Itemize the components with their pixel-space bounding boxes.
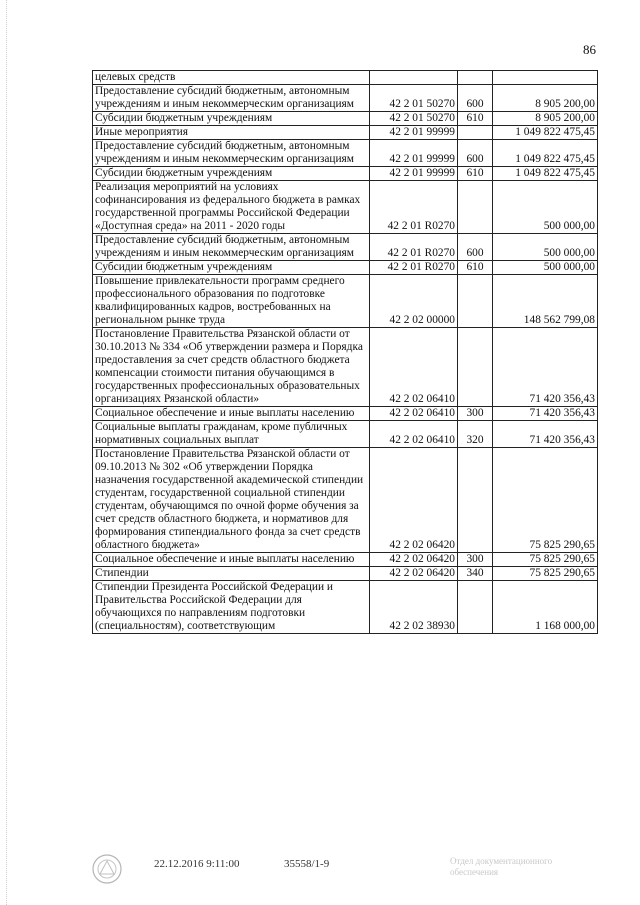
row-code-cell: 42 2 01 99999: [370, 167, 458, 181]
row-type-cell: 610: [458, 112, 493, 126]
row-sum-cell: 8 905 200,00: [493, 112, 598, 126]
row-type-cell: 300: [458, 407, 493, 421]
row-code-cell: 42 2 01 R0270: [370, 234, 458, 261]
row-sum-cell: 71 420 356,43: [493, 421, 598, 448]
row-type-cell: [458, 71, 493, 85]
row-name-cell: Субсидии бюджетным учреждениям: [93, 261, 370, 275]
row-sum-cell: 8 905 200,00: [493, 85, 598, 112]
table-row: [93, 181, 598, 234]
watermark-line-1: Отдел документационного: [450, 856, 553, 866]
table-row: [93, 85, 598, 112]
row-type-cell: 610: [458, 261, 493, 275]
row-type-cell: 340: [458, 567, 493, 581]
table-row: [93, 234, 598, 261]
row-name-cell: Реализация мероприятий на условиях софинансирования из федерального бюджета в рамках государственной программы Российской Федерации «Доступная среда» на 2011 - 2020 годы: [93, 181, 370, 234]
table-row: [93, 261, 598, 275]
row-type-cell: 300: [458, 553, 493, 567]
row-name-cell: Субсидии бюджетным учреждениям: [93, 167, 370, 181]
table-row: [93, 71, 598, 85]
row-sum-cell: 75 825 290,65: [493, 553, 598, 567]
row-code-cell: 42 2 02 06420: [370, 553, 458, 567]
table-row: [93, 448, 598, 553]
row-sum-cell: 1 168 000,00: [493, 581, 598, 634]
row-name-cell: Стипендии Президента Российской Федерации и Правительства Российской Федерации для обучающихся по направлениям подготовки (специальностям), соответствующим: [93, 581, 370, 634]
seal-stamp-icon: [90, 852, 124, 886]
table-row: [93, 275, 598, 328]
row-code-cell: 42 2 02 06410: [370, 328, 458, 407]
page-edge-dots: [6, 0, 9, 905]
row-code-cell: 42 2 01 R0270: [370, 261, 458, 275]
row-code-cell: 42 2 01 99999: [370, 126, 458, 140]
row-sum-cell: [493, 71, 598, 85]
row-name-cell: Социальные выплаты гражданам, кроме публичных нормативных социальных выплат: [93, 421, 370, 448]
row-type-cell: [458, 126, 493, 140]
row-sum-cell: 500 000,00: [493, 234, 598, 261]
row-name-cell: Стипендии: [93, 567, 370, 581]
row-sum-cell: 75 825 290,65: [493, 448, 598, 553]
watermark: [450, 856, 552, 878]
row-type-cell: [458, 581, 493, 634]
budget-table-body: [93, 71, 598, 634]
row-sum-cell: 1 049 822 475,45: [493, 167, 598, 181]
row-type-cell: [458, 181, 493, 234]
table-row: [93, 328, 598, 407]
row-name-cell: Социальное обеспечение и иные выплаты населению: [93, 407, 370, 421]
row-name-cell: Социальное обеспечение и иные выплаты населению: [93, 553, 370, 567]
row-code-cell: 42 2 02 06420: [370, 567, 458, 581]
row-type-cell: 600: [458, 140, 493, 167]
table-row: [93, 112, 598, 126]
row-name-cell: Предоставление субсидий бюджетным, автономным учреждениям и иным некоммерческим организациям: [93, 140, 370, 167]
row-sum-cell: 1 049 822 475,45: [493, 140, 598, 167]
row-sum-cell: 1 049 822 475,45: [493, 126, 598, 140]
table-row: [93, 567, 598, 581]
row-name-cell: Субсидии бюджетным учреждениям: [93, 112, 370, 126]
row-name-cell: Предоставление субсидий бюджетным, автономным учреждениям и иным некоммерческим организациям: [93, 234, 370, 261]
row-sum-cell: 500 000,00: [493, 261, 598, 275]
table-row: [93, 421, 598, 448]
row-name-cell: Постановление Правительства Рязанской области от 30.10.2013 № 334 «Об утверждении размера и Порядка предоставления за счет средств областного бюджета компенсации стоимости питания обучающимся в государственных профессиональных образовательных организациях Рязанской области»: [93, 328, 370, 407]
row-name-cell: Предоставление субсидий бюджетным, автономным учреждениям и иным некоммерческим организациям: [93, 85, 370, 112]
footer-date: 22.12.2016 9:11:00: [154, 858, 240, 870]
row-code-cell: 42 2 02 06420: [370, 448, 458, 553]
watermark-line-2: обеспечения: [450, 867, 499, 877]
row-type-cell: 600: [458, 85, 493, 112]
budget-table: [92, 70, 598, 634]
row-type-cell: [458, 328, 493, 407]
row-code-cell: 42 2 01 R0270: [370, 181, 458, 234]
row-code-cell: 42 2 02 06410: [370, 421, 458, 448]
row-type-cell: [458, 275, 493, 328]
row-sum-cell: 500 000,00: [493, 181, 598, 234]
row-name-cell: целевых средств: [93, 71, 370, 85]
page-number: 86: [583, 42, 596, 57]
row-sum-cell: 148 562 799,08: [493, 275, 598, 328]
row-name-cell: Иные мероприятия: [93, 126, 370, 140]
row-code-cell: 42 2 02 00000: [370, 275, 458, 328]
row-code-cell: 42 2 01 50270: [370, 112, 458, 126]
row-code-cell: 42 2 02 06410: [370, 407, 458, 421]
row-code-cell: 42 2 01 99999: [370, 140, 458, 167]
table-row: [93, 407, 598, 421]
row-type-cell: 320: [458, 421, 493, 448]
row-name-cell: Повышение привлекательности программ среднего профессионального образования по подготовке квалифицированных кадров, востребованных на региональном рынке труда: [93, 275, 370, 328]
row-sum-cell: 71 420 356,43: [493, 328, 598, 407]
table-row: [93, 126, 598, 140]
row-code-cell: [370, 71, 458, 85]
row-name-cell: Постановление Правительства Рязанской области от 09.10.2013 № 302 «Об утверждении Порядка назначения государственной академической стипендии студентам, государственной социальной стипендии студентам, обучающимся по очной форме обучения за счет средств областного бюджета, и нормативов для формирования стипендиального фонда за счет средств областного бюджета»: [93, 448, 370, 553]
row-type-cell: [458, 448, 493, 553]
table-row: [93, 581, 598, 634]
row-sum-cell: 75 825 290,65: [493, 567, 598, 581]
table-row: [93, 167, 598, 181]
page-footer: [0, 856, 640, 896]
row-sum-cell: 71 420 356,43: [493, 407, 598, 421]
row-type-cell: 610: [458, 167, 493, 181]
row-type-cell: 600: [458, 234, 493, 261]
row-code-cell: 42 2 02 38930: [370, 581, 458, 634]
table-row: [93, 553, 598, 567]
row-code-cell: 42 2 01 50270: [370, 85, 458, 112]
table-row: [93, 140, 598, 167]
footer-doc-number: 35558/1-9: [284, 858, 330, 870]
